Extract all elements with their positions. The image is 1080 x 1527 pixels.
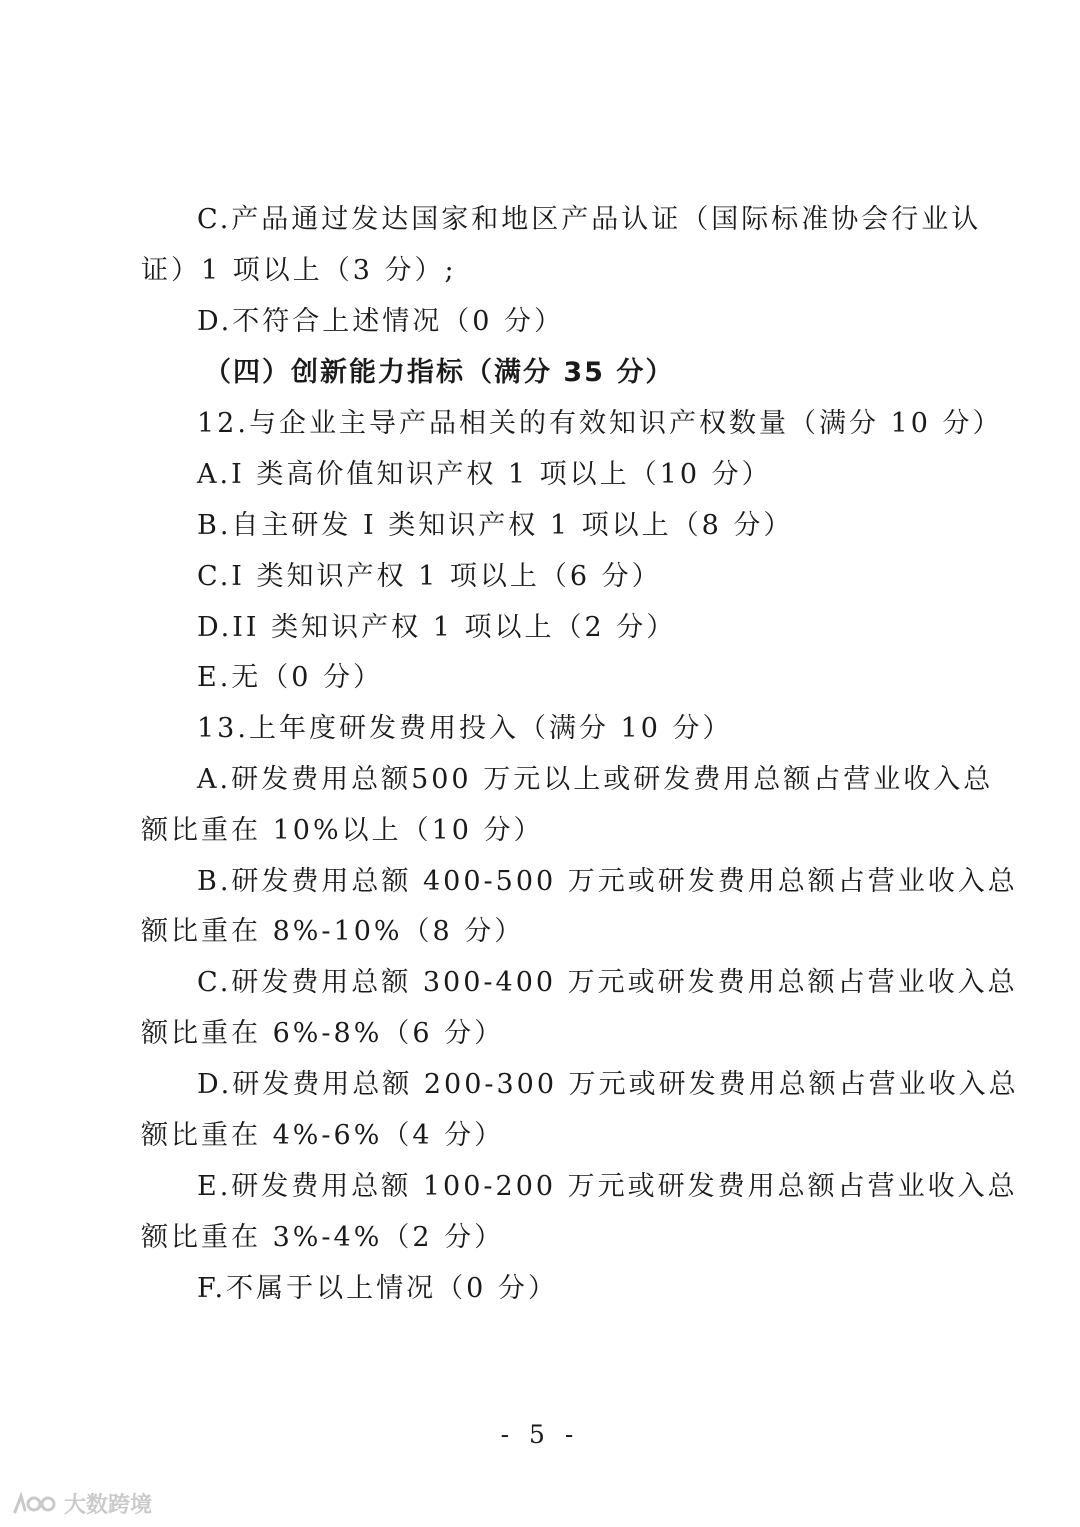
text-line: 额比重在 8%-10%（8 分） <box>141 916 525 947</box>
watermark-logo-icon <box>12 1490 58 1518</box>
page-number: - 5 - <box>500 1420 580 1449</box>
text-line: C.研发费用总额 300-400 万元或研发费用总额占营业收入总 <box>197 967 1018 998</box>
section-heading: （四）创新能力指标（满分 35 分） <box>204 357 675 388</box>
text-line: E.研发费用总额 100-200 万元或研发费用总额占营业收入总 <box>197 1171 1018 1202</box>
text-line: D.不符合上述情况（0 分） <box>197 306 565 337</box>
text-line: 12.与企业主导产品相关的有效知识产权数量（满分 10 分） <box>197 408 1003 439</box>
text-line: A.研发费用总额500 万元以上或研发费用总额占营业收入总 <box>197 764 994 795</box>
text-line: C.产品通过发达国家和地区产品认证（国际标准协会行业认 <box>197 204 982 235</box>
watermark <box>12 1488 152 1519</box>
text-line: D.研发费用总额 200-300 万元或研发费用总额占营业收入总 <box>197 1069 1019 1100</box>
text-line: 额比重在 6%-8%（6 分） <box>141 1018 505 1049</box>
text-line: D.II 类知识产权 1 项以上（2 分） <box>197 612 677 643</box>
text-line: C.I 类知识产权 1 项以上（6 分） <box>197 561 662 592</box>
text-line: E.无（0 分） <box>197 662 384 693</box>
text-line: 13.上年度研发费用投入（满分 10 分） <box>197 713 733 744</box>
text-line: 证）1 项以上（3 分）; <box>141 255 457 286</box>
text-line: 额比重在 10%以上（10 分） <box>141 815 544 846</box>
text-line: B.自主研发 I 类知识产权 1 项以上（8 分） <box>197 510 794 541</box>
text-line: B.研发费用总额 400-500 万元或研发费用总额占营业收入总 <box>197 866 1018 897</box>
text-line: 额比重在 3%-4%（2 分） <box>141 1222 505 1253</box>
text-line: F.不属于以上情况（0 分） <box>197 1273 558 1304</box>
text-line: A.I 类高价值知识产权 1 项以上（10 分） <box>197 459 772 490</box>
text-line: 额比重在 4%-6%（4 分） <box>141 1120 505 1151</box>
watermark-text: 大数跨境 <box>64 1493 153 1518</box>
